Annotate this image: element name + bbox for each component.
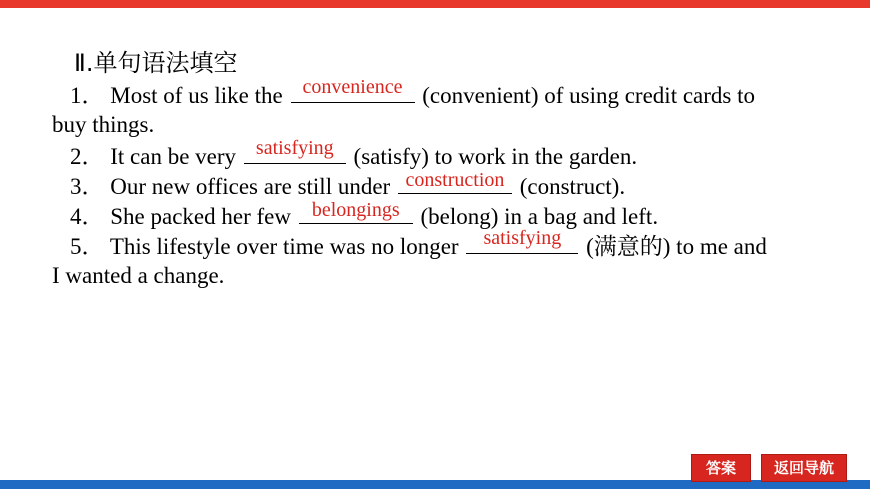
- question-number: 5．: [70, 234, 105, 259]
- question-text-after: (satisfy) to work in the garden.: [353, 144, 638, 169]
- question-number: 2．: [70, 144, 105, 169]
- top-accent-bar: [0, 0, 870, 8]
- question-text-before: This lifestyle over time was no longer: [109, 234, 459, 259]
- question-1: [70, 76, 755, 111]
- answer-blank: [291, 76, 415, 103]
- answer-blank: [398, 171, 512, 194]
- question-text-before: Our new offices are still under: [110, 174, 391, 199]
- question-text-after: (convenient) of using credit cards to: [422, 83, 755, 108]
- answer-text: construction: [405, 169, 505, 191]
- answer-button[interactable]: 答案: [691, 454, 751, 482]
- answer-text: satisfying: [255, 137, 334, 159]
- question-number: 3．: [70, 174, 105, 199]
- back-to-navigation-button[interactable]: 返回导航: [761, 454, 847, 482]
- question-text-before: She packed her few: [110, 204, 291, 229]
- question-number: 4．: [70, 204, 105, 229]
- question-text-after: (满意的) to me and: [586, 234, 767, 259]
- answer-text: belongings: [311, 199, 400, 221]
- question-2: [70, 137, 638, 172]
- answer-text: convenience: [302, 76, 403, 98]
- question-text-after: (construct).: [519, 174, 626, 199]
- question-text-after: (belong) in a bag and left.: [420, 204, 659, 229]
- answer-blank: [299, 201, 413, 224]
- question-text-before: It can be very: [110, 144, 237, 169]
- question-1-continuation: buy things.: [52, 112, 155, 137]
- answer-blank: [244, 137, 346, 164]
- answer-blank: [466, 227, 578, 254]
- answer-text: satisfying: [483, 227, 562, 249]
- question-5: [70, 227, 767, 262]
- question-text-before: Most of us like the: [110, 83, 283, 108]
- question-number: 1．: [70, 83, 105, 108]
- section-heading: Ⅱ.单句语法填空: [74, 49, 238, 77]
- question-5-continuation: I wanted a change.: [52, 263, 225, 288]
